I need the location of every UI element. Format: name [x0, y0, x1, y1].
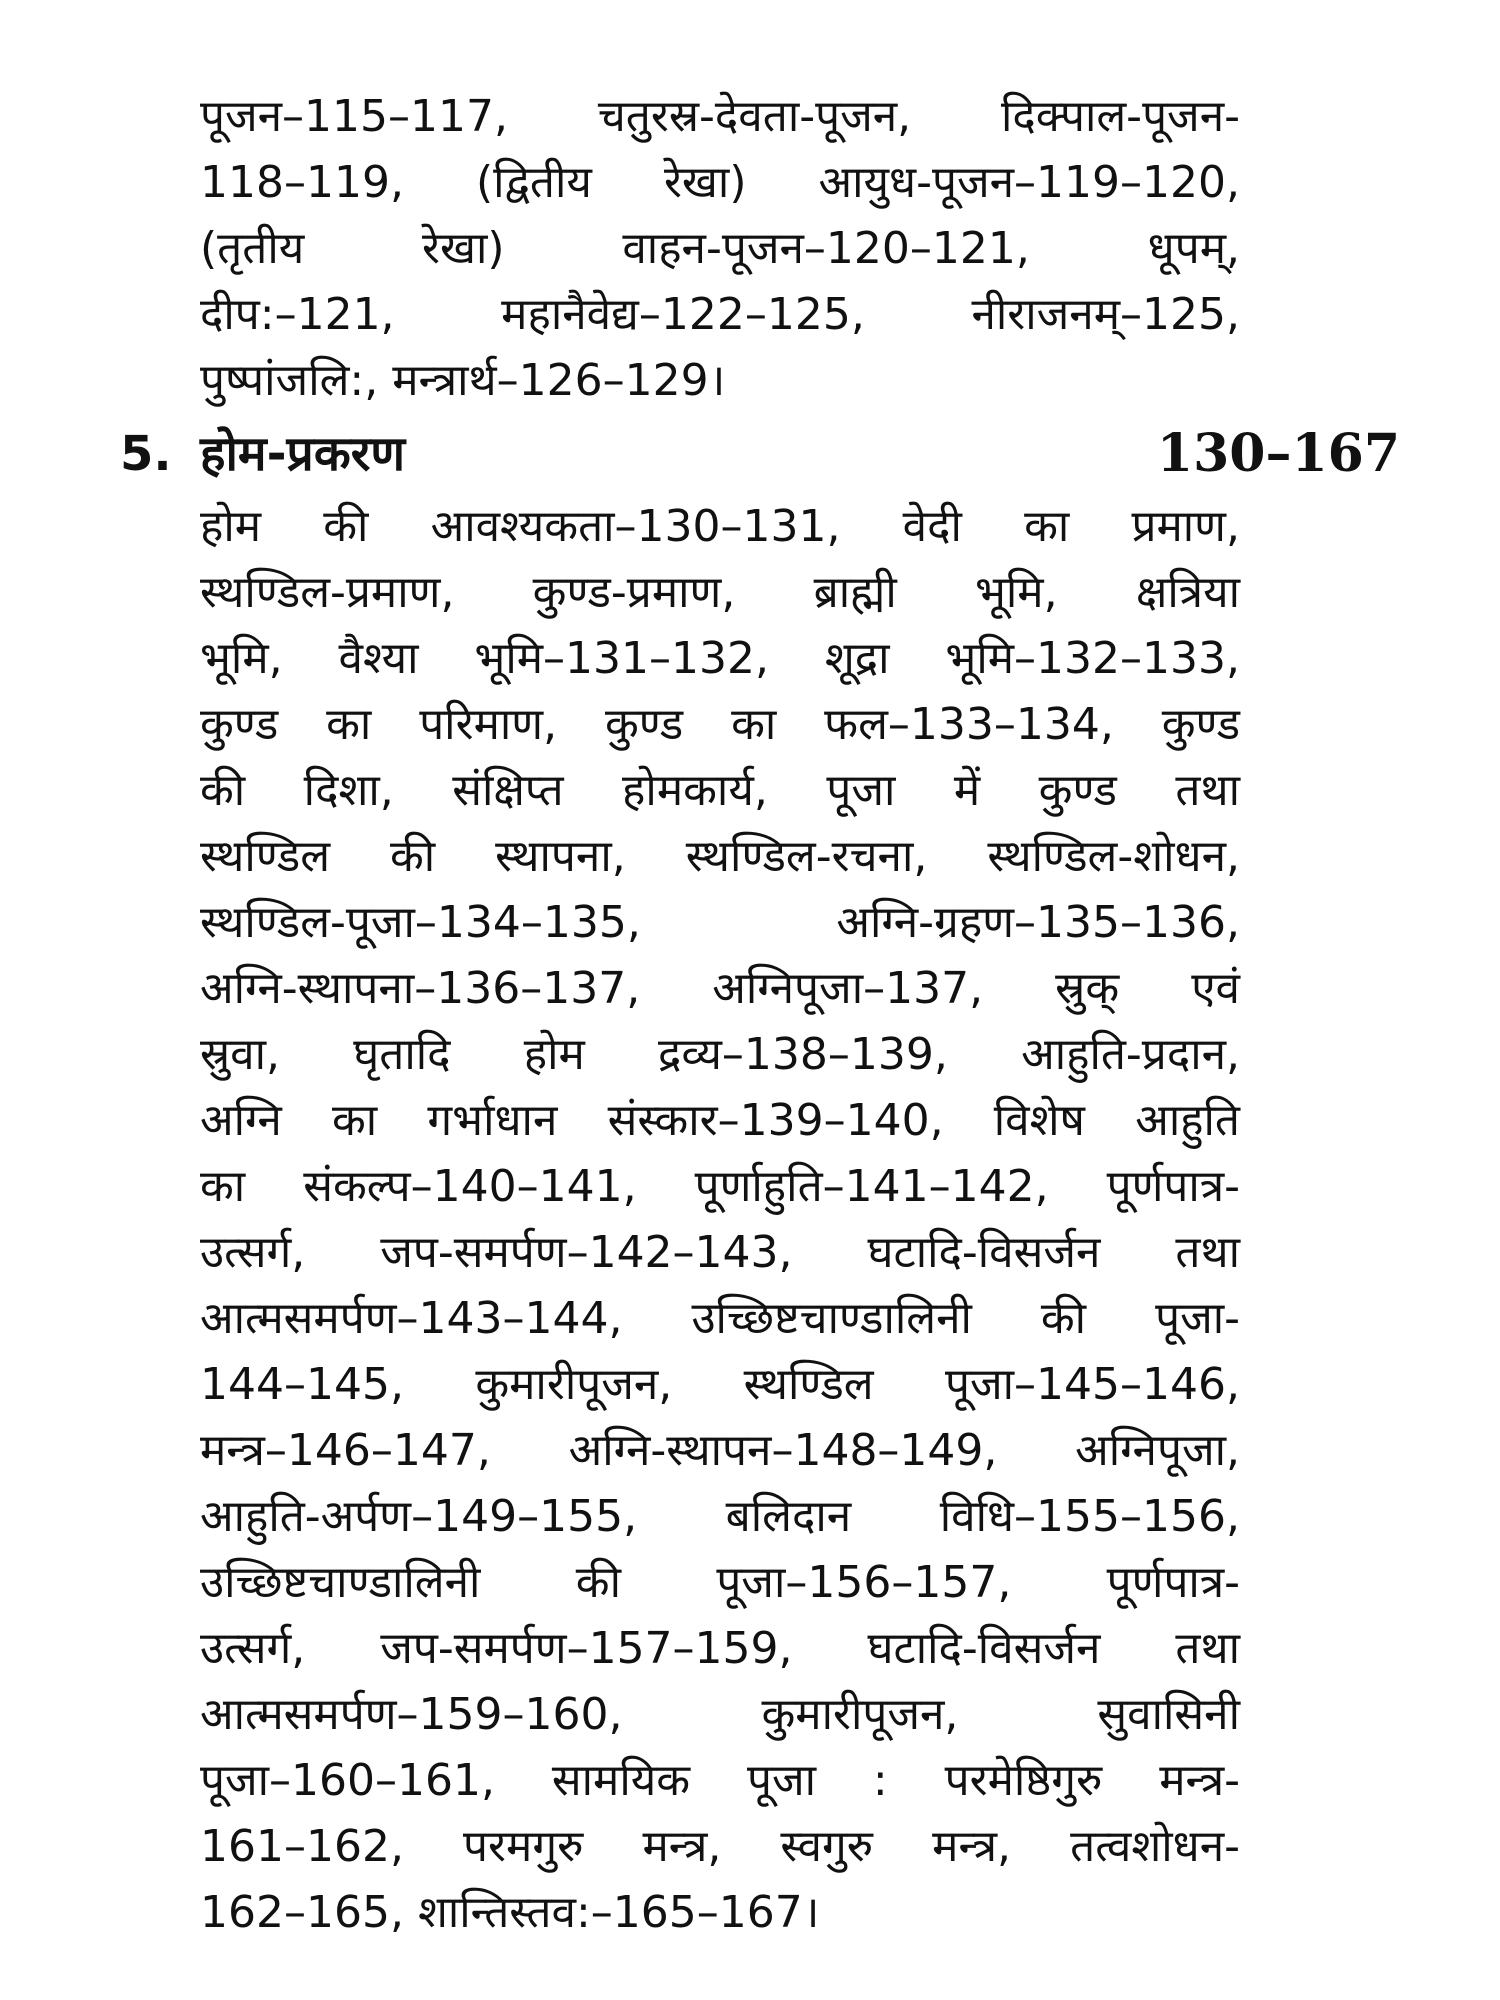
text-line: 118–119, (द्वितीय रेखा) आयुध-पूजन–119–120,	[200, 157, 1240, 208]
text-line: 162–165, शान्तिस्तव:–165–167।	[200, 1887, 820, 1938]
text-line: 144–145, कुमारीपूजन, स्थण्डिल पूजा–145–146,	[200, 1359, 1240, 1410]
text-line: स्थण्डिल की स्थापना, स्थण्डिल-रचना, स्थण्डिल-शोधन,	[200, 831, 1240, 882]
text-line: स्रुवा, घृतादि होम द्रव्य–138–139, आहुति-प्रदान,	[200, 1029, 1240, 1080]
previous-section-continuation	[200, 84, 1240, 414]
text-line: आत्मसमर्पण–143–144, उच्छिष्टचाण्डालिनी की पूजा-	[200, 1293, 1240, 1344]
text-line: आत्मसमर्पण–159–160, कुमारीपूजन, सुवासिनी	[200, 1689, 1240, 1740]
section-number: 5.	[120, 426, 172, 482]
text-line: भूमि, वैश्या भूमि–131–132, शूद्रा भूमि–132–133,	[200, 633, 1240, 684]
text-line: का संकल्प–140–141, पूर्णाहुति–141–142, पूर्णपात्र-	[200, 1161, 1240, 1212]
text-line: होम की आवश्यकता–130–131, वेदी का प्रमाण,	[200, 501, 1240, 552]
section-title: होम-प्रकरण	[200, 426, 406, 482]
text-line: पूजन–115–117, चतुरस्र-देवता-पूजन, दिक्पाल-पूजन-	[200, 91, 1240, 142]
text-line: उत्सर्ग, जप-समर्पण–157–159, घटादि-विसर्जन तथा	[200, 1623, 1240, 1674]
text-line: पुष्पांजलि:, मन्त्रार्थ–126–129।	[200, 355, 726, 406]
text-line: (तृतीय रेखा) वाहन-पूजन–120–121, धूपम्,	[200, 223, 1240, 274]
section-heading	[120, 418, 1400, 490]
text-line: दीप:–121, महानैवेद्य–122–125, नीराजनम्–125,	[200, 289, 1240, 340]
text-line: 161–162, परमगुरु मन्त्र, स्वगुरु मन्त्र, तत्वशोधन-	[200, 1821, 1240, 1872]
section-page-range: 130–167	[1156, 423, 1400, 484]
text-line: स्थण्डिल-प्रमाण, कुण्ड-प्रमाण, ब्राह्मी भूमि, क्षत्रिया	[200, 567, 1240, 618]
text-line: उच्छिष्टचाण्डालिनी की पूजा–156–157, पूर्णपात्र-	[200, 1557, 1240, 1608]
text-line: कुण्ड का परिमाण, कुण्ड का फल–133–134, कुण्ड	[200, 699, 1240, 750]
text-line: आहुति-अर्पण–149–155, बलिदान विधि–155–156,	[200, 1491, 1240, 1542]
text-line: अग्नि-स्थापना–136–137, अग्निपूजा–137, स्रुक् एवं	[200, 963, 1240, 1014]
text-line: मन्त्र–146–147, अग्नि-स्थापन–148–149, अग्निपूजा,	[200, 1425, 1240, 1476]
text-line: उत्सर्ग, जप-समर्पण–142–143, घटादि-विसर्जन तथा	[200, 1227, 1240, 1278]
text-line: अग्नि का गर्भाधान संस्कार–139–140, विशेष आहुति	[200, 1095, 1240, 1146]
text-line: स्थण्डिल-पूजा–134–135, अग्नि-ग्रहण–135–136,	[200, 897, 1240, 948]
text-line: पूजा–160–161, सामयिक पूजा : परमेष्ठिगुरु मन्त्र-	[200, 1755, 1240, 1806]
section-contents	[200, 494, 1240, 1946]
text-line: की दिशा, संक्षिप्त होमकार्य, पूजा में कुण्ड तथा	[200, 765, 1240, 816]
